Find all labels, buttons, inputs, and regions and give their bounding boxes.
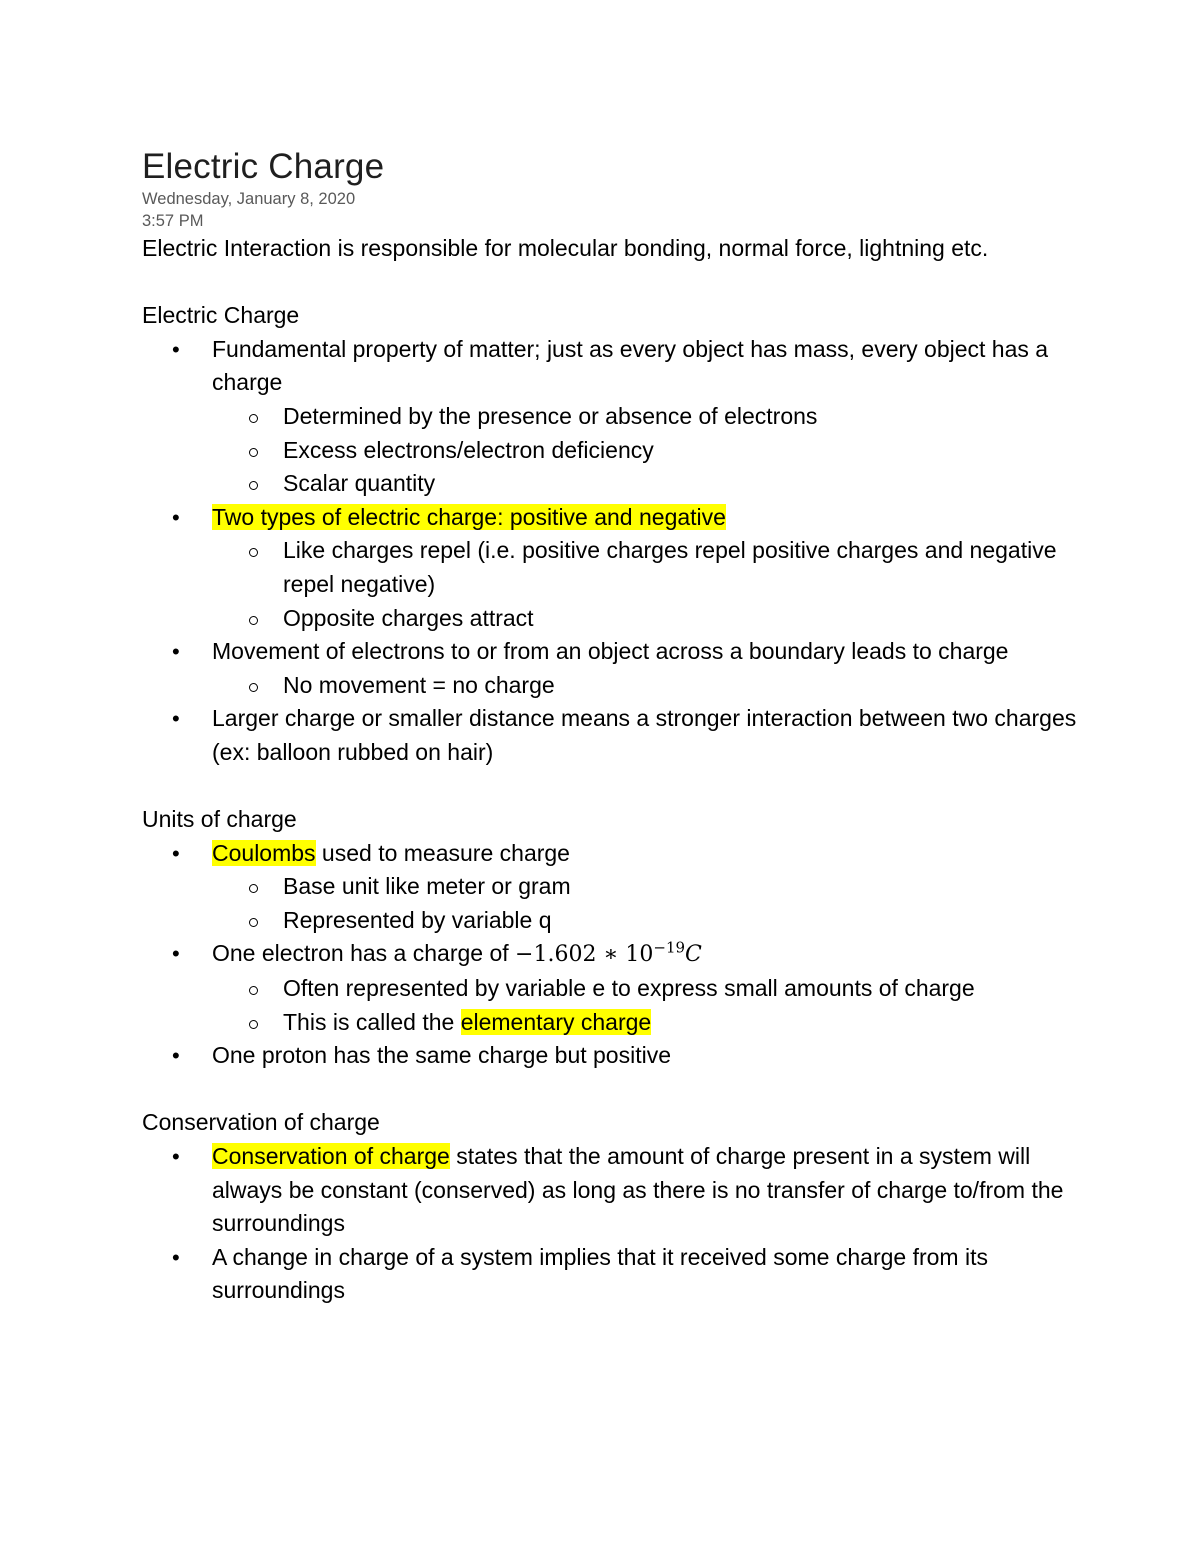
note-time: 3:57 PM [142, 212, 204, 230]
list-subitem: Represented by variable q [142, 904, 1102, 938]
math-exponent: −19 [653, 939, 686, 958]
list-subitem: Base unit like meter or gram [142, 870, 1102, 904]
list-subitem: No movement = no charge [142, 669, 1102, 703]
highlighted-text: Two types of electric charge: positive and negative [212, 503, 726, 530]
highlighted-text: Coulombs [212, 839, 316, 866]
list-item [142, 1140, 1102, 1241]
spacer [142, 266, 1102, 300]
units-list [142, 837, 1102, 1073]
list-subitem: Determined by the presence or absence of electrons [142, 400, 1102, 434]
section-heading-conservation: Conservation of charge [142, 1109, 380, 1136]
list-subitem: Excess electrons/electron deficiency [142, 434, 1102, 468]
list-item-text: states that the amount of charge present in a system will always be constant (conserved) as long as there is no transfer of charge to/from the surroundings [212, 1143, 1064, 1237]
conservation-list [142, 1140, 1102, 1308]
electric-charge-list [142, 333, 1102, 770]
note-date: Wednesday, January 8, 2020 [142, 190, 356, 208]
list-item [142, 837, 1102, 871]
math-unit: C [685, 942, 702, 968]
highlighted-text: Conservation of charge [212, 1143, 450, 1170]
note-page [142, 146, 1102, 1308]
list-item-text: used to measure charge [315, 839, 570, 866]
list-subitem: Like charges repel (i.e. positive charges repel positive charges and negative repel negative) [142, 534, 1102, 601]
list-item: • Larger charge or smaller distance means a stronger interaction between two charges (ex: balloon rubbed on hair) [142, 702, 1102, 769]
spacer [142, 1073, 1102, 1107]
list-subitem: Often represented by variable e to express small amounts of charge [142, 972, 1102, 1006]
list-subitem [142, 1006, 1102, 1040]
section-heading-electric-charge: Electric Charge [142, 302, 300, 329]
list-item [142, 501, 1102, 535]
list-subitem: Scalar quantity [142, 467, 1102, 501]
page-title: Electric Charge [142, 147, 385, 186]
math-expression [515, 939, 702, 968]
highlighted-text: elementary charge [460, 1008, 652, 1035]
list-item: • A change in charge of a system implies that it received some charge from its surroundings [142, 1241, 1102, 1308]
section-heading-units: Units of charge [142, 806, 297, 833]
note-body [142, 232, 1102, 1308]
list-item-text: One electron has a charge of [212, 940, 516, 967]
list-item: • Fundamental property of matter; just as every object has mass, every object has a charge [142, 333, 1102, 400]
spacer [142, 770, 1102, 804]
intro-paragraph: Electric Interaction is responsible for molecular bonding, normal force, lightning etc. [142, 235, 989, 261]
list-item: • One proton has the same charge but positive [142, 1039, 1102, 1073]
math-base: −1.602 ∗ 10 [515, 942, 654, 968]
list-item: • Movement of electrons to or from an object across a boundary leads to charge [142, 635, 1102, 669]
list-item [142, 937, 1102, 972]
list-subitem: Opposite charges attract [142, 602, 1102, 636]
list-item-text: This is called the [283, 1008, 461, 1035]
